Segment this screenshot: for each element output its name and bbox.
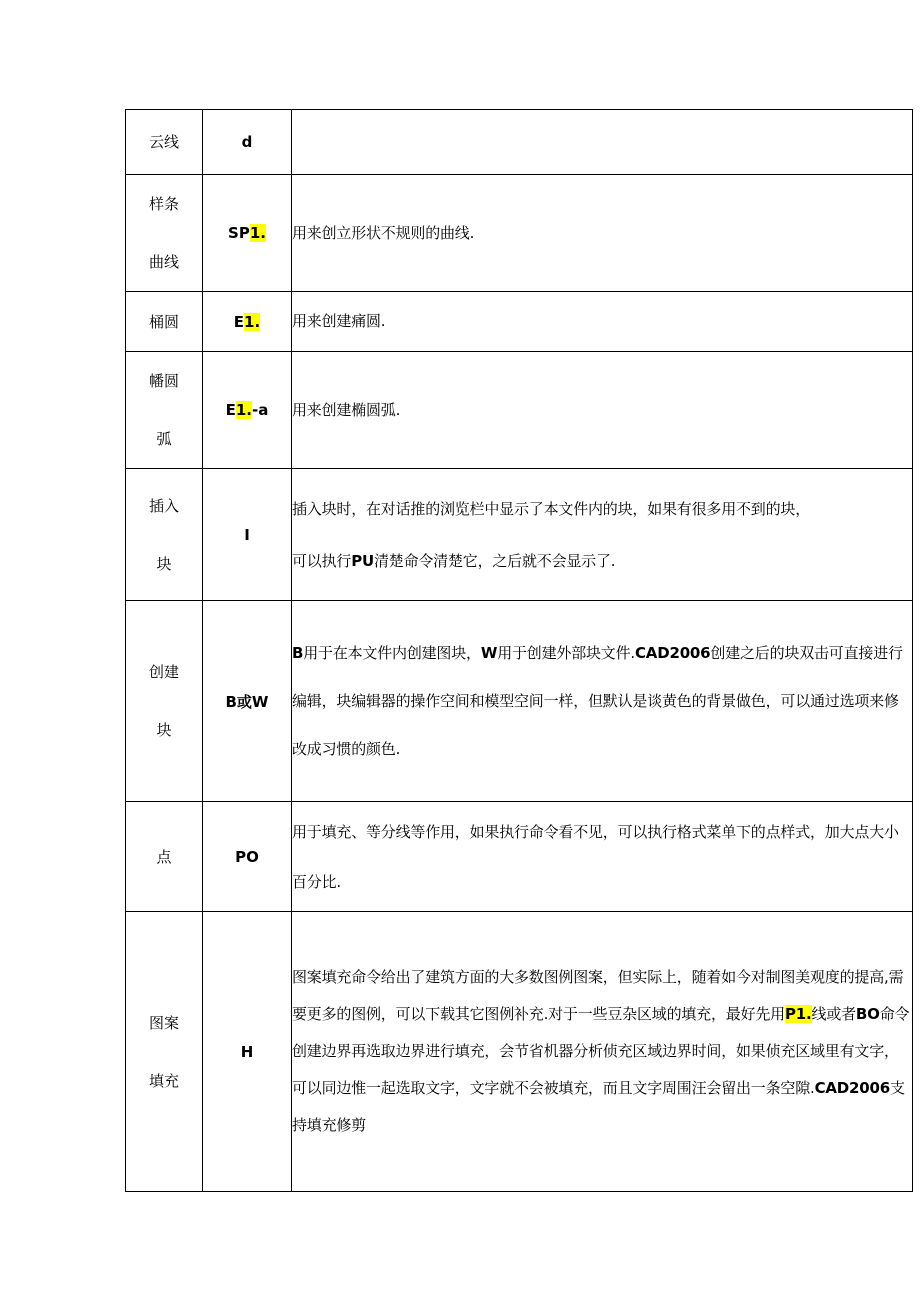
command-description: 用来创建椭圆弧.: [292, 352, 913, 469]
command-shortcut: H: [203, 912, 292, 1192]
command-name: 插入 块: [126, 469, 203, 601]
command-name: 图案 填充: [126, 912, 203, 1192]
command-name: 云线: [126, 110, 203, 175]
command-name: 点: [126, 802, 203, 912]
command-shortcut: E1.: [203, 292, 292, 352]
command-name: 创建 块: [126, 601, 203, 802]
command-shortcut: PO: [203, 802, 292, 912]
table-row: [126, 175, 913, 292]
command-name: 幡圆 弧: [126, 352, 203, 469]
command-shortcut: d: [203, 110, 292, 175]
highlight-mark: P1.: [784, 1005, 812, 1023]
command-name: 桶圆: [126, 292, 203, 352]
command-description: 插入块时，在对话推的浏览栏中显示了本文件内的块，如果有很多用不到的块， 可以执行PU清楚命令清楚它，之后就不会显示了.: [292, 469, 913, 601]
command-shortcut: SP1.: [203, 175, 292, 292]
command-shortcut: B或W: [203, 601, 292, 802]
command-description: 用来创立形状不规则的曲线.: [292, 175, 913, 292]
command-table: [125, 109, 913, 1192]
command-description: 用来创建痛圆.: [292, 292, 913, 352]
command-description: B用于在本文件内创建图块，W用于创建外部块文件.CAD2006创建之后的块双击可直接进行编辑，块编辑器的操作空间和模型空间一样，但默认是谈黄色的背景做色，可以通过选项来修改成习惯的颜色.: [292, 601, 913, 802]
command-description: 用于填充、等分线等作用，如果执行命令看不见，可以执行格式菜单下的点样式，加大点大小百分比.: [292, 802, 913, 912]
command-description: [292, 110, 913, 175]
table-row: [126, 292, 913, 352]
table-row: [126, 912, 913, 1192]
highlight-mark: 1.: [249, 224, 266, 242]
command-shortcut: I: [203, 469, 292, 601]
table-row: [126, 469, 913, 601]
table-row: [126, 802, 913, 912]
table-row: [126, 601, 913, 802]
command-shortcut: E1.-a: [203, 352, 292, 469]
command-description: 图案填充命令给出了建筑方面的大多数图例图案，但实际上，随着如今对制图美观度的提高,需要更多的图例，可以下载其它图例补充.对于一些豆杂区域的填充，最好先用P1.线或者BO命令创建边界再选取边界进行填充，会节省机器分析侦充区域边界时间，如果侦充区域里有文字，可以同边惟一起选取文字，文字就不会被填充，而且文字周围汪会留出一条空隙.CAD2006支持填充修剪: [292, 912, 913, 1192]
command-name: 样条 曲线: [126, 175, 203, 292]
table-row: [126, 352, 913, 469]
highlight-mark: 1.: [235, 401, 253, 419]
table-row: [126, 110, 913, 175]
highlight-mark: 1.: [244, 312, 261, 331]
